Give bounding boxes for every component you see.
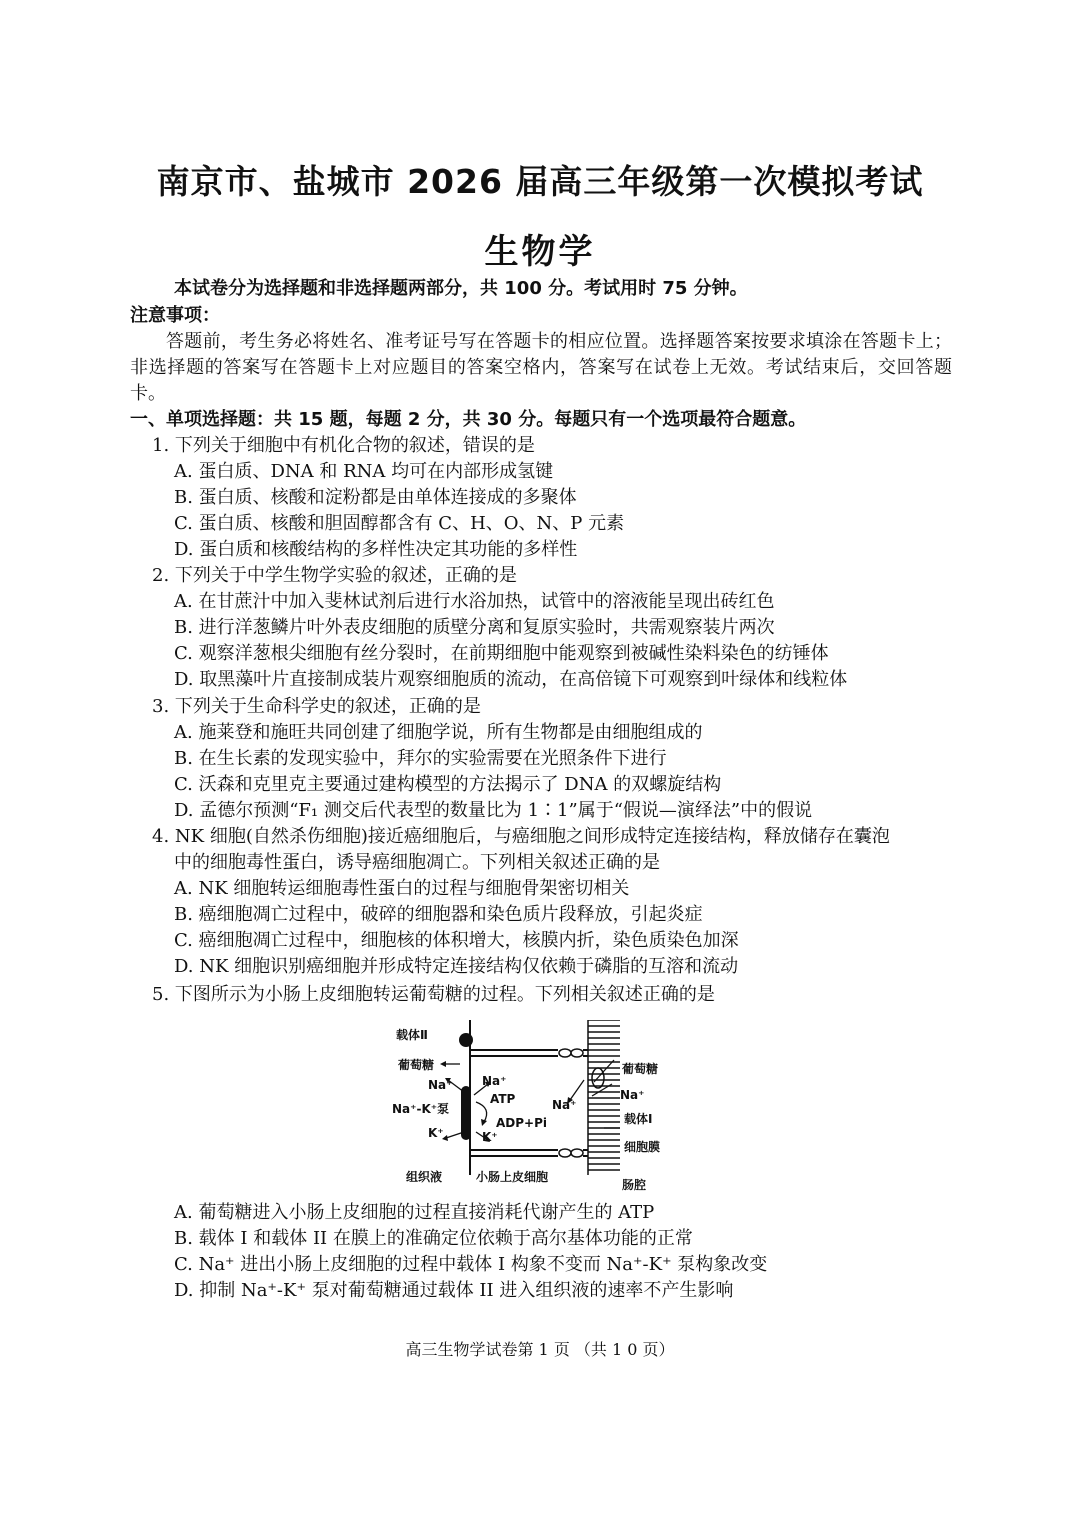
label-k-left: K⁺ (428, 1126, 444, 1140)
question-2-stem: 2. 下列关于中学生物学实验的叙述，正确的是 (152, 565, 517, 586)
label-glucose-left: 葡萄糖 (398, 1058, 435, 1072)
question-5-option-c: C. Na⁺ 进出小肠上皮细胞的过程中载体 I 构象不变而 Na⁺-K⁺ 泵构象改变 (174, 1254, 768, 1275)
notice-body: 答题前，考生务必将姓名、准考证号写在答题卡的相应位置。选择题答案按要求填涂在答题卡上；非选择题的答案写在答题卡上对应题目的答案空格内，答案写在试卷上无效。考试结束后，交回答题卡。 (130, 331, 952, 404)
label-carrier-1: 载体Ⅰ (624, 1112, 653, 1126)
section-heading: 一、单项选择题：共 15 题，每题 2 分，共 30 分。每题只有一个选项最符合题意。 (130, 409, 807, 430)
question-4-option-c: C. 癌细胞凋亡过程中，细胞核的体积增大，核膜内折，染色质染色加深 (174, 930, 739, 951)
question-3-option-d: D. 孟德尔预测“F₁ 测交后代表型的数量比为 1∶1”属于“假说—演绎法”中的假说 (174, 800, 813, 821)
subject-title: 生物学 (484, 232, 596, 272)
question-4-option-b: B. 癌细胞凋亡过程中，破碎的细胞器和染色质片段释放，引起炎症 (174, 904, 703, 925)
question-5-option-a: A. 葡萄糖进入小肠上皮细胞的过程直接消耗代谢产生的 ATP (174, 1202, 655, 1223)
question-2-option-c: C. 观察洋葱根尖细胞有丝分裂时，在前期细胞中能观察到被碱性染料染色的纺锤体 (174, 643, 829, 664)
label-na-right-out: Na⁺ (620, 1088, 645, 1102)
question-4-option-d: D. NK 细胞识别癌细胞并形成特定连接结构仅依赖于磷脂的互溶和流动 (174, 956, 739, 977)
label-na-right-in: Na⁺ (552, 1098, 577, 1112)
question-3-option-b: B. 在生长素的发现实验中，拜尔的实验需要在光照条件下进行 (174, 748, 667, 769)
label-tissue-fluid: 组织液 (406, 1170, 443, 1184)
question-3-stem: 3. 下列关于生命科学史的叙述，正确的是 (152, 696, 481, 717)
label-na-pump: Na⁺ (482, 1074, 507, 1088)
label-glucose-right: 葡萄糖 (622, 1062, 659, 1076)
label-cell-membrane: 细胞膜 (624, 1140, 661, 1154)
question-1-stem: 1. 下列关于细胞中有机化合物的叙述，错误的是 (152, 435, 535, 456)
glucose-transport-diagram (388, 1020, 688, 1200)
label-atp: ATP (490, 1092, 516, 1106)
question-4-option-a: A. NK 细胞转运细胞毒性蛋白的过程与细胞骨架密切相关 (174, 878, 630, 899)
label-epithelial-cell: 小肠上皮细胞 (476, 1170, 549, 1184)
question-2-option-d: D. 取黑藻叶片直接制成装片观察细胞质的流动，在高倍镜下可观察到叶绿体和线粒体 (174, 669, 848, 690)
exam-intro: 本试卷分为选择题和非选择题两部分，共 100 分。考试用时 75 分钟。 (174, 278, 748, 299)
question-5-option-b: B. 载体 I 和载体 II 在膜上的准确定位依赖于高尔基体功能的正常 (174, 1228, 693, 1249)
label-na-left: Na⁺ (428, 1078, 453, 1092)
question-5-stem: 5. 下图所示为小肠上皮细胞转运葡萄糖的过程。下列相关叙述正确的是 (152, 984, 715, 1005)
label-k-pump: K⁺ (482, 1130, 498, 1144)
exam-title: 南京市、盐城市 2026 届高三年级第一次模拟考试 (156, 162, 924, 201)
question-4-stem-line-2: 中的细胞毒性蛋白，诱导癌细胞凋亡。下列相关叙述正确的是 (174, 852, 660, 873)
question-2-option-a: A. 在甘蔗汁中加入斐林试剂后进行水浴加热，试管中的溶液能呈现出砖红色 (174, 591, 775, 612)
label-carrier-2: 载体Ⅱ (396, 1028, 428, 1042)
question-1-option-a: A. 蛋白质、DNA 和 RNA 均可在内部形成氢键 (174, 461, 554, 482)
question-4-stem-line-1: 4. NK 细胞(自然杀伤细胞)接近癌细胞后，与癌细胞之间形成特定连接结构，释放储存在囊泡 (152, 826, 890, 847)
question-2-option-b: B. 进行洋葱鳞片叶外表皮细胞的质壁分离和复原实验时，共需观察装片两次 (174, 617, 775, 638)
notice-heading: 注意事项： (130, 305, 220, 326)
question-5-option-d: D. 抑制 Na⁺-K⁺ 泵对葡萄糖通过载体 II 进入组织液的速率不产生影响 (174, 1280, 734, 1301)
label-intestinal-lumen: 肠腔 (622, 1178, 647, 1192)
question-3-option-a: A. 施莱登和施旺共同创建了细胞学说，所有生物都是由细胞组成的 (174, 722, 703, 743)
question-3-option-c: C. 沃森和克里克主要通过建构模型的方法揭示了 DNA 的双螺旋结构 (174, 774, 722, 795)
page-footer: 高三生物学试卷第 1 页 （共 1 0 页） (405, 1340, 675, 1359)
label-na-k-pump: Na⁺-K⁺泵 (392, 1102, 450, 1116)
label-adp-pi: ADP+Pi (496, 1116, 548, 1130)
question-1-option-d: D. 蛋白质和核酸结构的多样性决定其功能的多样性 (174, 539, 578, 560)
question-1-option-c: C. 蛋白质、核酸和胆固醇都含有 C、H、O、N、P 元素 (174, 513, 625, 534)
question-1-option-b: B. 蛋白质、核酸和淀粉都是由单体连接成的多聚体 (174, 487, 577, 508)
